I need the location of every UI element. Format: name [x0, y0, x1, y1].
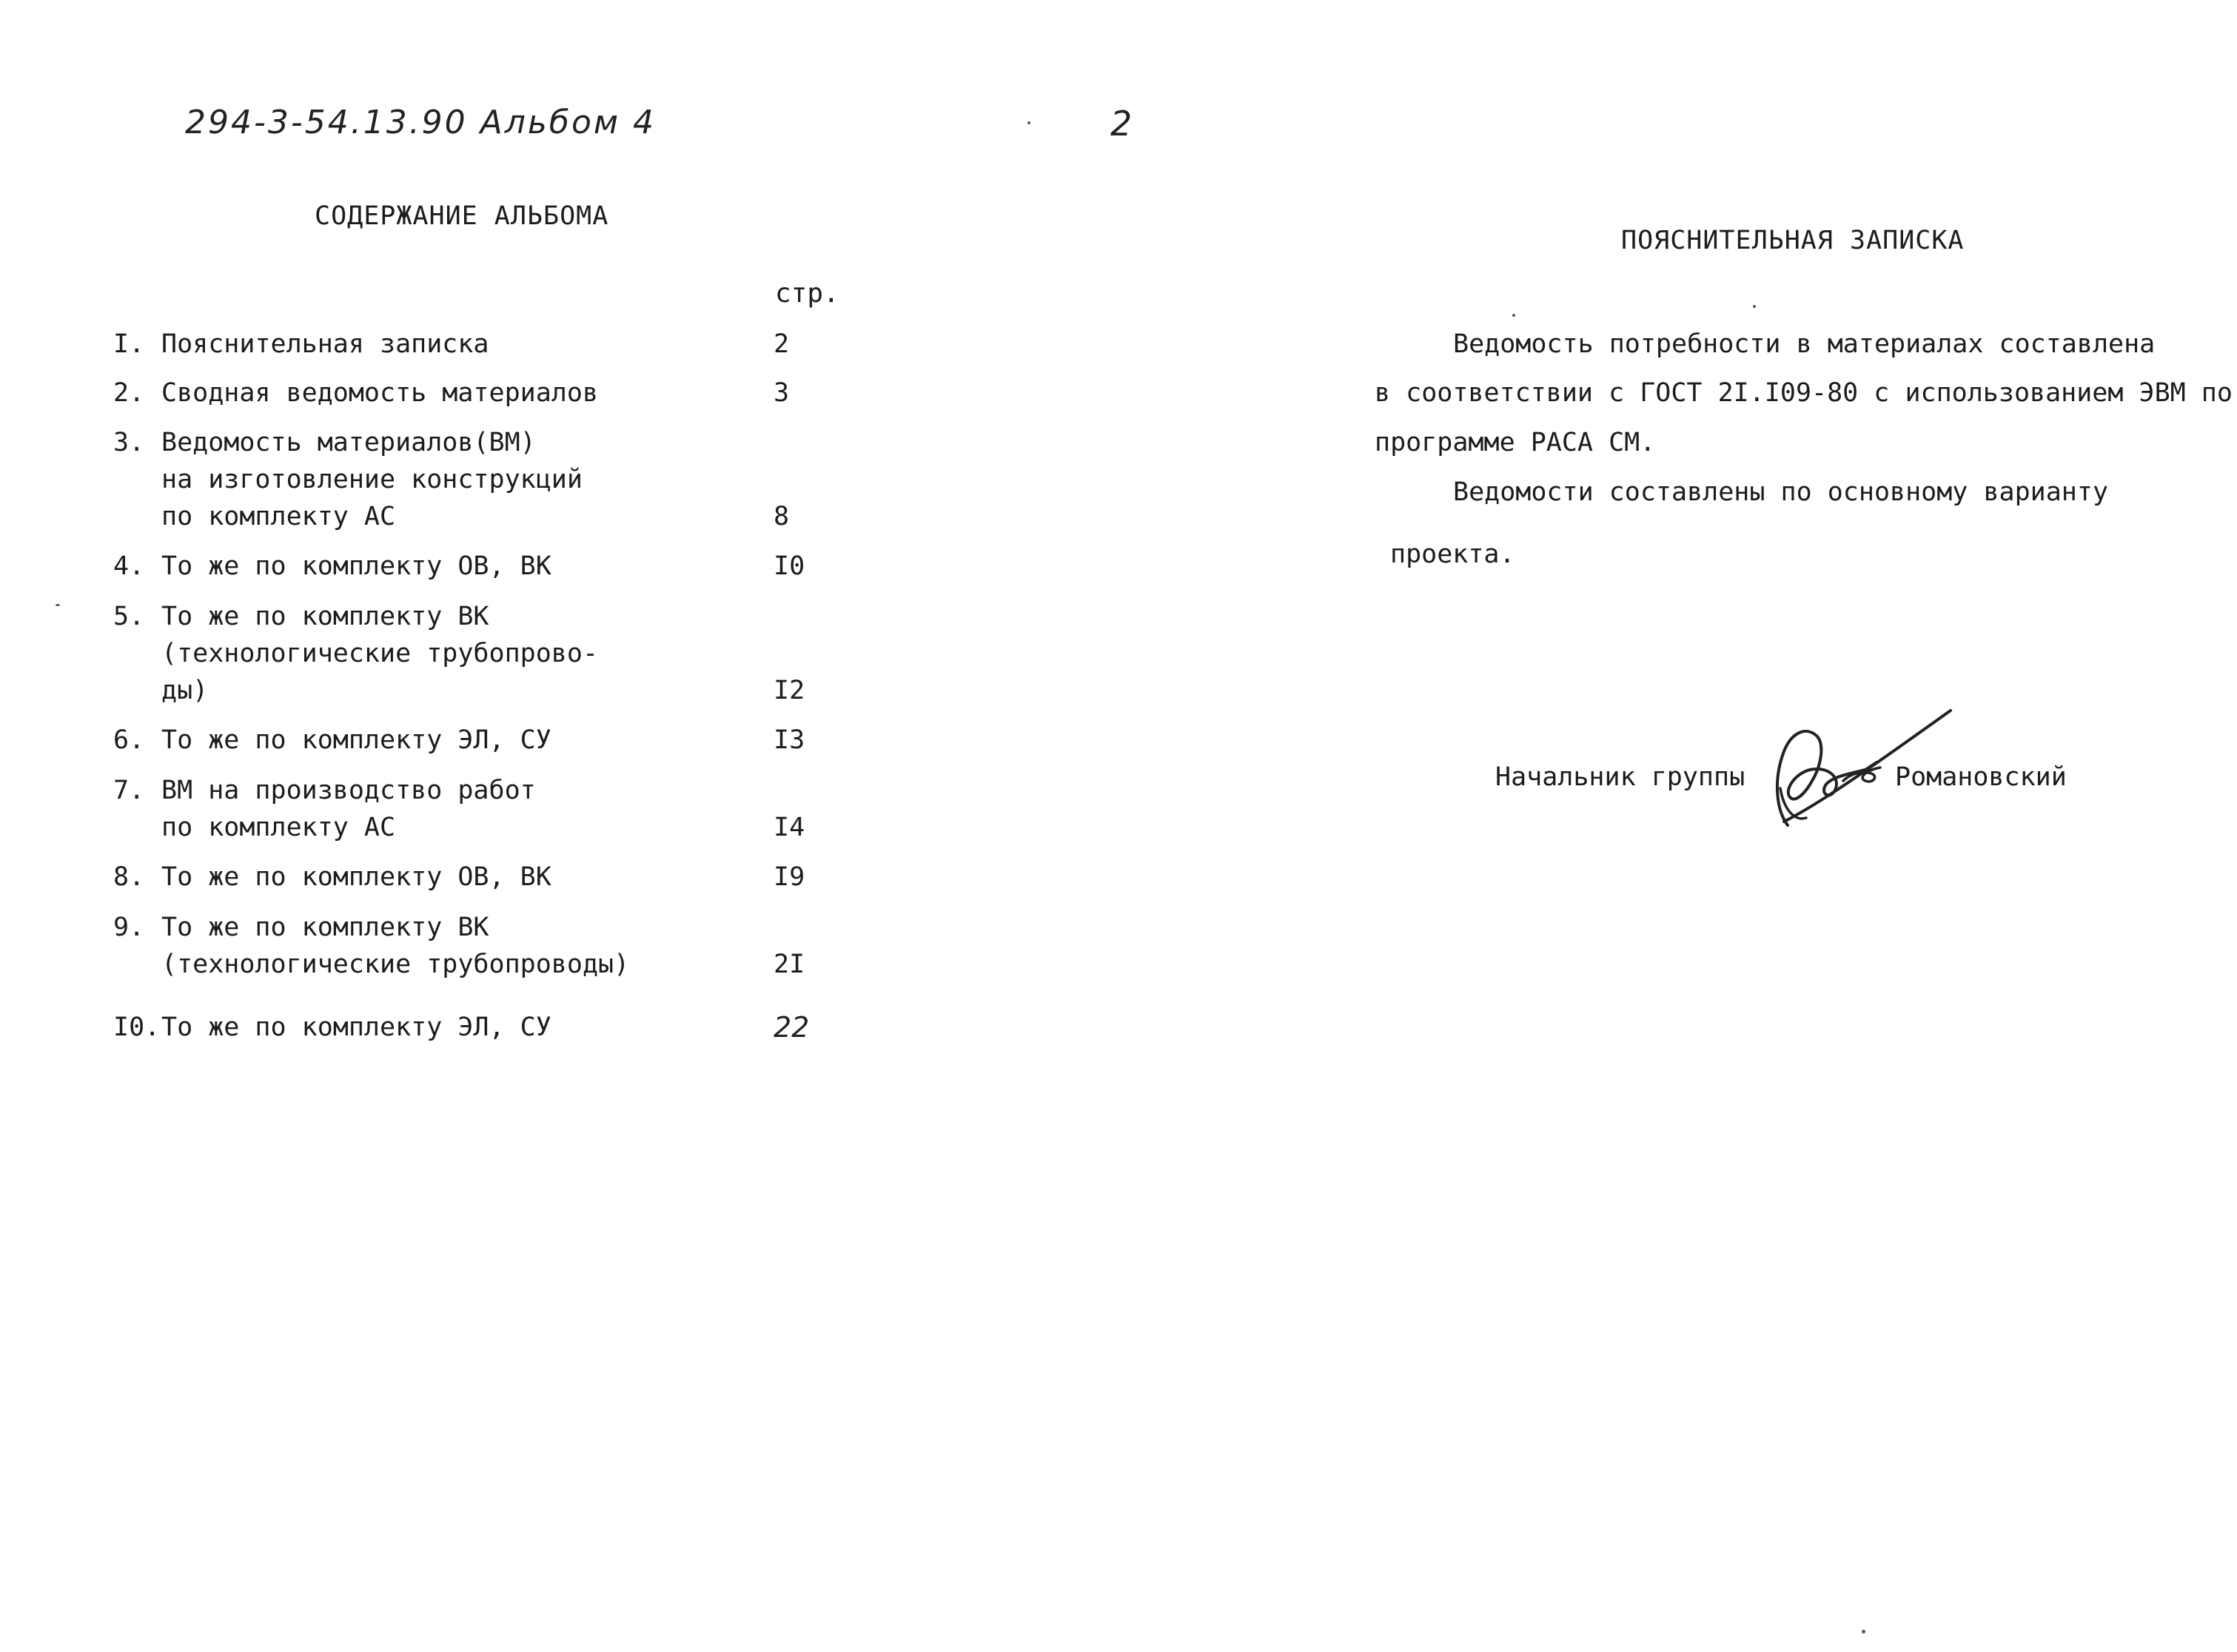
toc-item-text: То же по комплекту ЭЛ, СУ	[161, 1013, 551, 1042]
toc-item-text: по комплекту АС	[161, 502, 396, 531]
toc-item-text: (технологические трубопроводы)	[161, 950, 630, 979]
toc-item-page: I2	[774, 676, 805, 705]
note-paragraph-line: программе РАСА СМ.	[1375, 428, 1656, 457]
toc-title: СОДЕРЖАНИЕ АЛЬБОМА	[315, 201, 609, 231]
toc-item-page: 2	[774, 329, 790, 359]
toc-item-page: 2I	[774, 950, 805, 979]
toc-item-page: 22	[774, 1011, 810, 1044]
note-title: ПОЯСНИТЕЛЬНАЯ ЗАПИСКА	[1621, 226, 1965, 255]
page-number: 2	[1110, 104, 1133, 144]
toc-item-text: Ведомость материалов(ВМ)	[161, 428, 536, 457]
document-code: 294-3-54.13.90 Альбом 4	[185, 104, 657, 141]
toc-item-text: То же по комплекту ЭЛ, СУ	[161, 725, 551, 755]
toc-item-text: То же по комплекту ВК	[161, 602, 489, 631]
toc-item-number: 8.	[113, 862, 145, 892]
toc-item-number: 2.	[113, 378, 145, 408]
toc-item-page: I9	[774, 862, 805, 892]
toc-item-page: 3	[774, 378, 790, 408]
note-paragraph-line: Ведомости составлены по основному варианту	[1453, 477, 2109, 507]
toc-item-number: 6.	[113, 725, 145, 755]
note-paragraph-line: в соответствии с ГОСТ 2I.I09-80 с использованием ЭВМ по	[1375, 378, 2233, 408]
toc-item-number: 7.	[113, 776, 145, 805]
toc-item-page: I4	[774, 813, 805, 842]
toc-item-number: 4.	[113, 551, 145, 581]
toc-item-text: Пояснительная записка	[161, 329, 489, 359]
toc-item-page: I0	[774, 551, 805, 581]
toc-item-text: Сводная ведомость материалов	[161, 378, 599, 408]
scan-speck	[1753, 305, 1756, 308]
scan-speck	[1862, 1630, 1865, 1633]
note-paragraph-line: Ведомость потребности в материалах составлена	[1453, 329, 2156, 359]
toc-item-text: ды)	[161, 676, 209, 705]
toc-item-page: 8	[774, 502, 790, 531]
signature-name: Романовский	[1895, 762, 2067, 792]
toc-item-text: по комплекту АС	[161, 813, 396, 842]
note-paragraph-line: проекта.	[1390, 540, 1515, 569]
toc-item-number: I0.	[113, 1013, 161, 1042]
signature-role: Начальник группы	[1495, 762, 1745, 792]
toc-item-text: То же по комплекту ВК	[161, 913, 489, 942]
toc-page-column-label: стр.	[775, 278, 839, 309]
toc-item-text: на изготовление конструкций	[161, 465, 583, 494]
scan-speck	[1027, 121, 1030, 124]
toc-item-text: То же по комплекту ОВ, ВК	[161, 862, 551, 892]
toc-item-text: (технологические трубопрово-	[161, 639, 599, 668]
scan-speck	[56, 604, 60, 606]
toc-item-number: 9.	[113, 913, 145, 942]
toc-item-text: ВМ на производство работ	[161, 776, 536, 805]
toc-item-number: 3.	[113, 428, 145, 457]
toc-item-page: I3	[774, 725, 805, 755]
scan-speck	[1512, 314, 1515, 317]
toc-item-text: То же по комплекту ОВ, ВК	[161, 551, 551, 581]
toc-item-number: I.	[113, 329, 145, 359]
toc-item-number: 5.	[113, 602, 145, 631]
